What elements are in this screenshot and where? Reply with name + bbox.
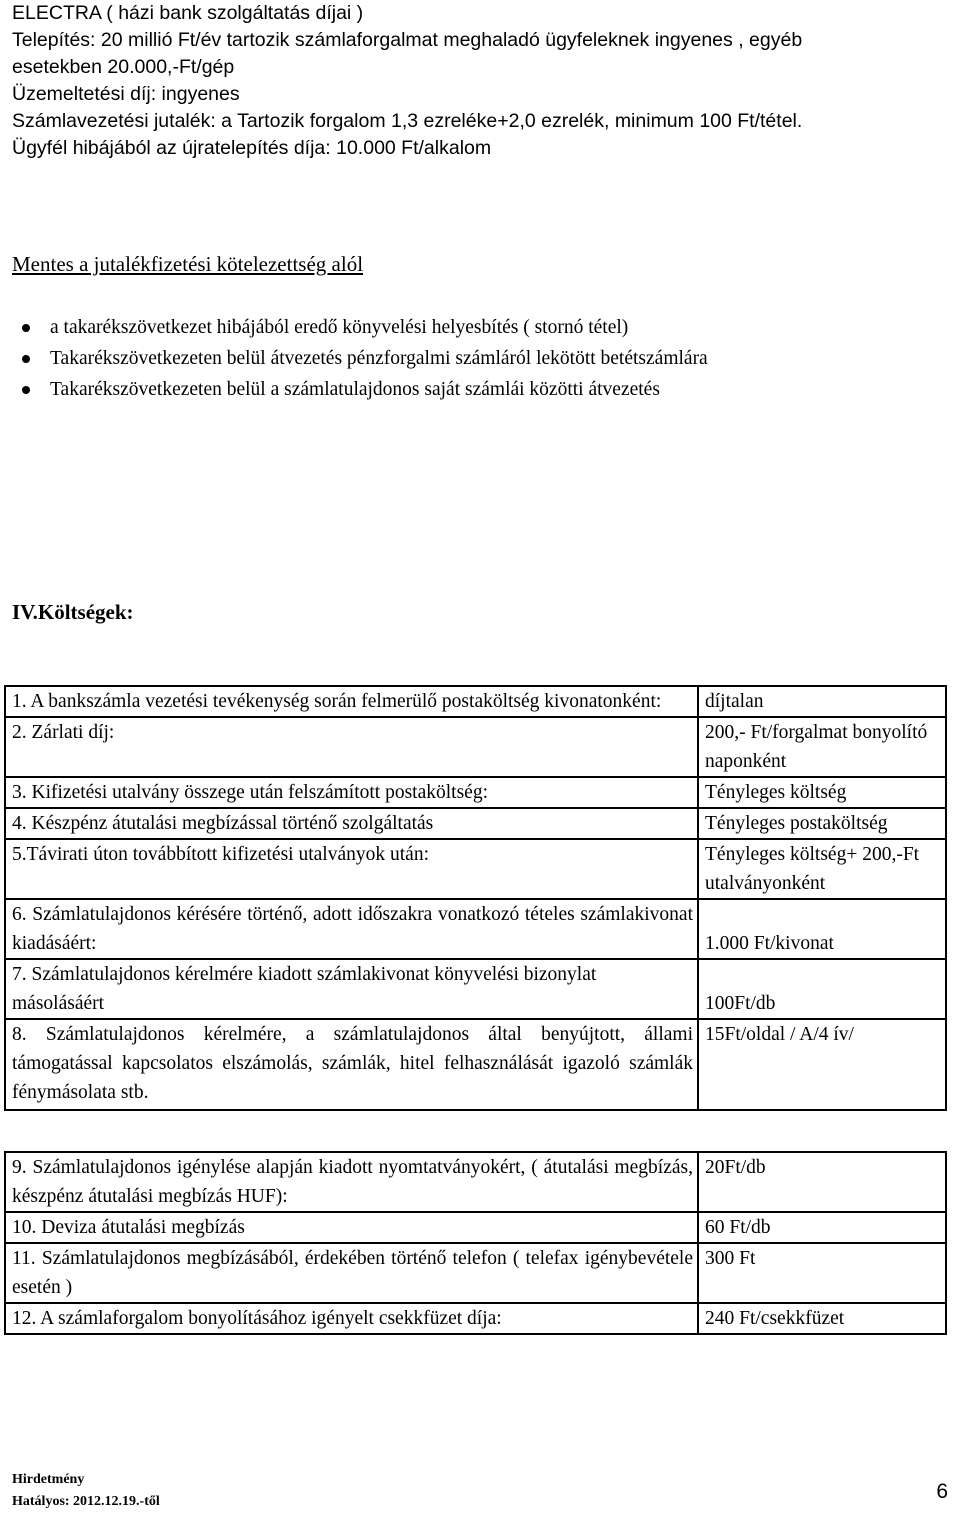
cost-price: 60 Ft/db	[698, 1212, 946, 1243]
table-row	[5, 839, 946, 899]
cost-price: 100Ft/db	[698, 959, 946, 1019]
table-row	[5, 686, 946, 717]
costs-table-1	[4, 685, 947, 1111]
cost-desc: 3. Kifizetési utalvány összege után felszámított postaköltség:	[5, 777, 698, 808]
costs-table-2	[4, 1151, 947, 1335]
cost-price: Tényleges költség+ 200,-Ft utalványonként	[698, 839, 946, 899]
cost-desc: 8. Számlatulajdonos kérelmére, a számlatulajdonos által benyújtott, állami támogatással kapcsolatos elszámolás, számlák, hitel felhasználását igazoló számlák fénymásolata stb.	[5, 1019, 698, 1110]
cost-price: Tényleges postaköltség	[698, 808, 946, 839]
table-row	[5, 1212, 946, 1243]
table-row	[5, 959, 946, 1019]
cost-price: Tényleges költség	[698, 777, 946, 808]
table-row	[5, 1152, 946, 1212]
cost-desc: 1. A bankszámla vezetési tevékenység során felmerülő postaköltség kivonatonként:	[5, 686, 698, 717]
cost-price: díjtalan	[698, 686, 946, 717]
cost-price: 200,- Ft/forgalmat bonyolító naponként	[698, 717, 946, 777]
list-item: Takarékszövetkezeten belül a számlatulajdonos saját számlái közötti átvezetés	[12, 374, 708, 405]
cost-desc: 7. Számlatulajdonos kérelmére kiadott számlakivonat könyvelési bizonylat másolásáért	[5, 959, 698, 1019]
table-row	[5, 899, 946, 959]
intro-operation-fee: Üzemeltetési díj: ingyenes	[12, 83, 240, 105]
cost-desc: 9. Számlatulajdonos igénylése alapján kiadott nyomtatványokért, ( átutalási megbízás, készpénz átutalási megbízás HUF):	[5, 1152, 698, 1212]
cost-desc: 5.Távirati úton továbbított kifizetési utalványok után:	[5, 839, 698, 899]
intro-title: ELECTRA ( házi bank szolgáltatás díjai )	[12, 2, 364, 24]
footer-effective-date: Hatályos: 2012.12.19.-től	[12, 1494, 160, 1509]
intro-installation-cont: esetekben 20.000,-Ft/gép	[12, 56, 235, 78]
exempt-list	[12, 312, 708, 405]
table-row	[5, 777, 946, 808]
list-item: Takarékszövetkezeten belül átvezetés pénzforgalmi számláról lekötött betétszámlára	[12, 343, 708, 374]
costs-heading: IV.Költségek:	[12, 600, 134, 624]
cost-price: 1.000 Ft/kivonat	[698, 899, 946, 959]
footer	[12, 1469, 160, 1513]
cost-desc: 10. Deviza átutalási megbízás	[5, 1212, 698, 1243]
cost-price: 20Ft/db	[698, 1152, 946, 1212]
cost-price: 15Ft/oldal / A/4 ív/	[698, 1019, 946, 1110]
cost-desc: 2. Zárlati díj:	[5, 717, 698, 777]
footer-title: Hirdetmény	[12, 1472, 85, 1487]
bullet-icon	[22, 355, 30, 363]
cost-desc: 6. Számlatulajdonos kérésére történő, adott időszakra vonatkozó tételes számlakivonat kiadásáért:	[5, 899, 698, 959]
intro-reinstall-fee: Ügyfél hibájából az újratelepítés díja: 10.000 Ft/alkalom	[12, 137, 492, 159]
cost-price: 300 Ft	[698, 1243, 946, 1303]
table-row	[5, 717, 946, 777]
cost-desc: 12. A számlaforgalom bonyolításához igényelt csekkfüzet díja:	[5, 1303, 698, 1334]
table-row	[5, 1019, 946, 1110]
exempt-title: Mentes a jutalékfizetési kötelezettség alól	[12, 252, 364, 276]
intro-account-fee: Számlavezetési jutalék: a Tartozik forgalom 1,3 ezreléke+2,0 ezrelék, minimum 100 Ft/tétel.	[12, 110, 803, 132]
bullet-icon	[22, 324, 30, 332]
intro-installation: Telepítés: 20 millió Ft/év tartozik számlaforgalmat meghaladó ügyfeleknek ingyenes , egyéb	[12, 29, 803, 51]
bullet-icon	[22, 386, 30, 394]
table-row	[5, 808, 946, 839]
intro-block	[12, 0, 952, 162]
cost-desc: 4. Készpénz átutalási megbízással történő szolgáltatás	[5, 808, 698, 839]
list-item: a takarékszövetkezet hibájából eredő könyvelési helyesbítés ( stornó tétel)	[12, 312, 708, 343]
table-row	[5, 1243, 946, 1303]
page-number: 6	[936, 1480, 948, 1503]
cost-desc: 11. Számlatulajdonos megbízásából, érdekében történő telefon ( telefax igénybevétele esetén )	[5, 1243, 698, 1303]
table-row	[5, 1303, 946, 1334]
cost-price: 240 Ft/csekkfüzet	[698, 1303, 946, 1334]
